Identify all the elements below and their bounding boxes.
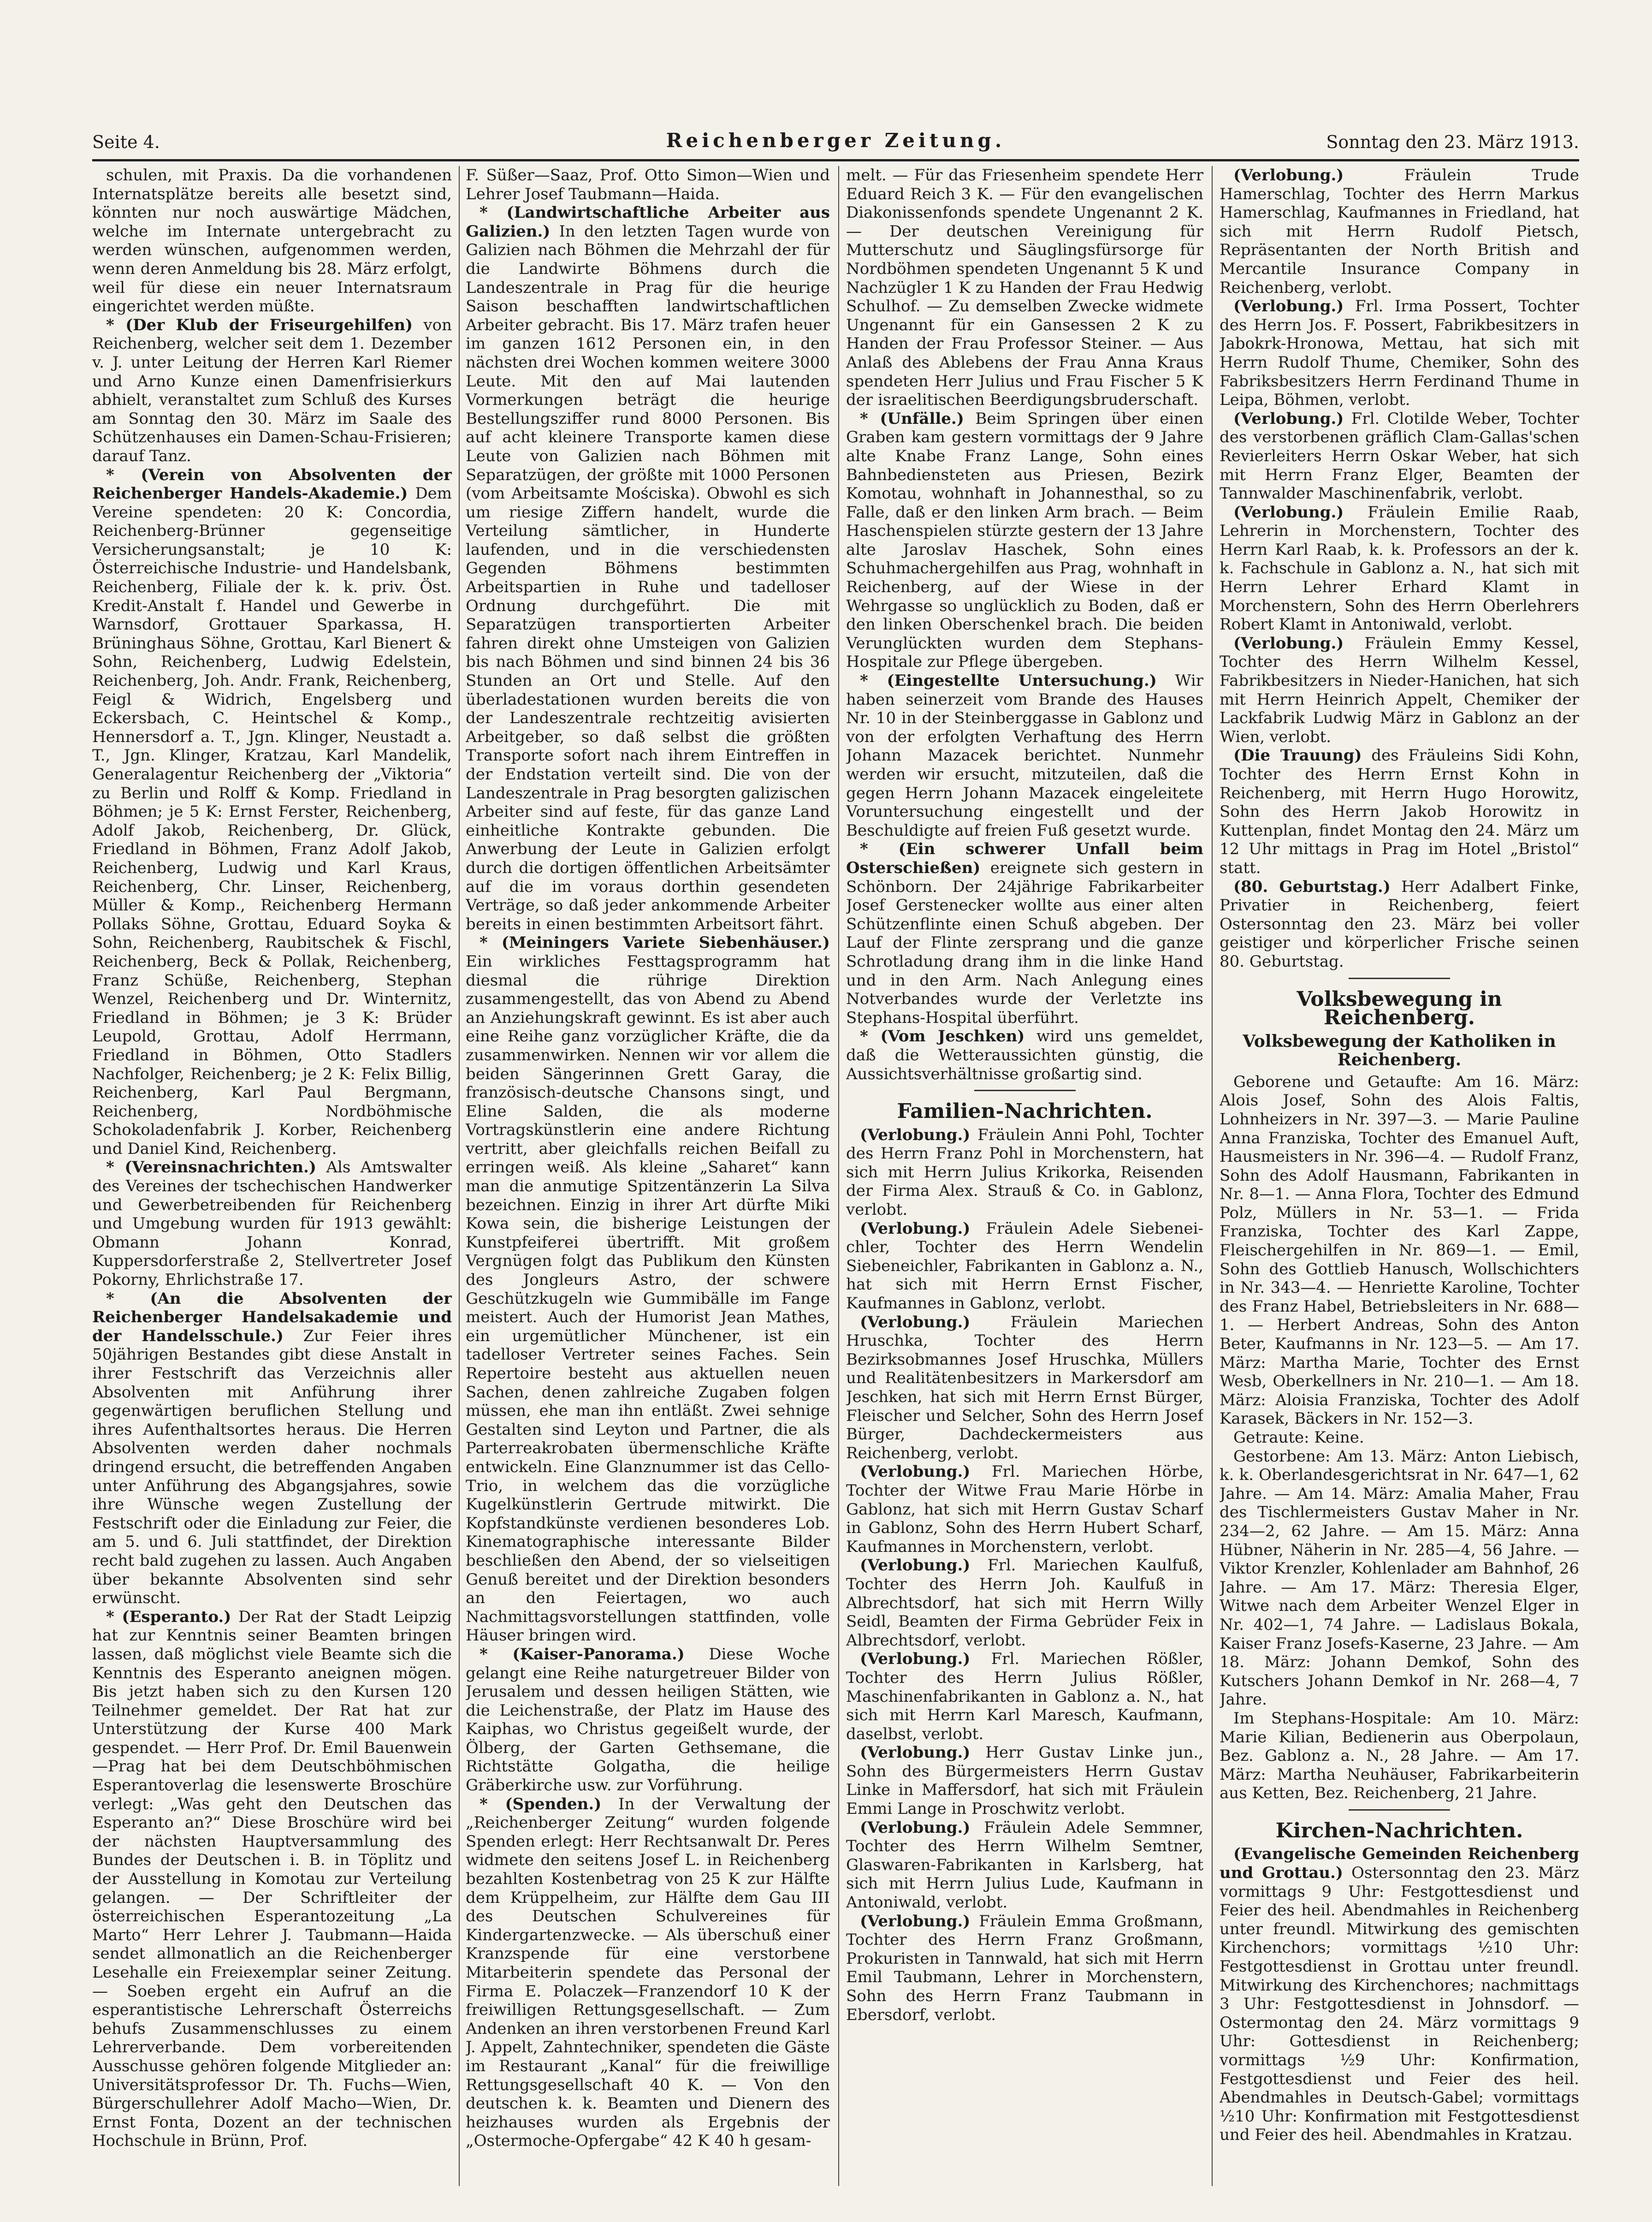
article-heading: (Verlobung.) xyxy=(860,1125,971,1144)
article-text: Diese Woche gelangt eine Reihe naturgetreuer Bilder von Jerusalem und dessen heiligen Stätten, wie die Leichenstraße, der Platz im Hause des Kaiphas, wo Christus gegeißelt wurde, der Ölberg, der Garten Gethsemane, die Richtstätte Golgatha, die heilige Gräberkirche usw. zur Vorführung. xyxy=(466,1645,830,1795)
article-text: Herr Gustav Linke jun., Sohn des Bürgermeisters Herrn Gustav Linke in Maffersdorf, hat sich mit Fräulein Emmi Lange in Proschwitz verlobt. xyxy=(846,1743,1203,1818)
column-2 xyxy=(466,166,830,2186)
article-heading: (80. Geburtstag.) xyxy=(1233,877,1391,896)
article-text: Frl. Clotilde Weber, Tochter des verstorbenen gräflich Clam-Gallas'schen Revierleiters Herrn Oskar Weber, hat sich mit Herrn Franz Elger, Beamten der Tannwalder Maschinenfabrik, verlobt. xyxy=(1220,409,1579,503)
article-heading: (Verlobung.) xyxy=(860,1313,971,1331)
article-text: F. Süßer—Saaz, Prof. Otto Simon—Wien und Lehrer Josef Taubmann—Haida. xyxy=(466,166,830,203)
article-paragraph xyxy=(466,1645,830,1795)
article-paragraph xyxy=(92,466,452,1159)
article-text: Frl. Irma Possert, Tochter des Herrn Jos. F. Possert, Fabrikbesitzers in Jabokrk-Hronowa, Mettau, hat sich mit Herrn Rudolf Thume, Chemiker, Sohn des Fabriksbesitzers Herrn Ferdinand Thume in Leipa, Böhmen, verlobt. xyxy=(1220,297,1579,410)
article-text: Frl. Mariechen Kaulfuß, Tochter des Herrn Joh. Kaulfuß in Albrechtsdorf, hat sich mit Herrn Willy Seidl, Beamten der Firma Gebrüder Feix in Albrechtsdorf, verlobt. xyxy=(846,1556,1203,1650)
column-1 xyxy=(92,166,452,2186)
article-paragraph xyxy=(1220,297,1579,410)
article-text: Fräulein Emmy Kessel, Tochter des Herrn Wilhelm Kessel, Fabrikbesitzers in Nieder-Hanichen, hat sich mit Herrn Heinrich Appelt, Chemiker der Lackfabrik Ludwig März in Gablonz an der Wien, verlobt. xyxy=(1220,634,1579,746)
article-text: Frl. Mariechen Hörbe, Tochter der Witwe Frau Marie Hörbe in Gablonz, hat sich mit Herrn Gustav Scharf in Gablonz, Sohn des Herrn Hubert Scharf, Kaufmannes in Morchenstern, verlobt. xyxy=(846,1462,1203,1556)
article-text: Beim Springen über einen Graben kam gestern vormittags der 9 Jahre alte Knabe Franz Lange, Sohn eines Bahnbediensteten aus Priesen, Bezirk Komotau, wohnhaft in Johannesthal, so zu Falle, daß er den linken Arm brach. — Beim Haschenspielen stürzte gestern der 13 Jahre alte Jaroslav Haschek, Sohn eines Schuhmachergehilfen aus Prag, wohnhaft in Reichenberg, auf der Wiese in der Wehrgasse so unglücklich zu Boden, daß er den linken Oberschenkel brach. Die beiden Verunglückten wurden dem Stephans-Hospitale zur Pflege übergeben. xyxy=(846,409,1203,671)
article-paragraph xyxy=(846,1219,1203,1313)
article-paragraph xyxy=(466,203,830,933)
article-heading: * (Landwirtschaftliche Arbeiter aus Galizien.) xyxy=(466,203,830,241)
issue-date: Sonntag den 23. März 1913. xyxy=(1326,132,1579,152)
article-heading: (Verlobung.) xyxy=(860,1743,971,1762)
article-text: Dem Vereine spendeten: 20 K: Concordia, Reichenberg-Brünner gegenseitige Versicherungsanstalt; je 10 K: Österreichische Industrie- und Handelsbank, Reichenberg, Filiale der k. k. priv. Öst. Kredit-Anstalt f. Handel und Gewerbe in Warnsdorf, Grottauer Sparkassa, H. Brüninghaus Söhne, Grottau, Karl Bienert & Sohn, Reichenberg, Ludwig Edelstein, Reichenberg, Joh. Andr. Frank, Reichenberg, Feigl & Widrich, Engelsberg und Eckersbach, C. Heintschel & Komp., Hennersdorf a. T., Jgn. Klinger, Neustadt a. T., Jgn. Klinger, Kratzau, Karl Mandelik, Generalagentur Reichenberg der „Viktoria“ zu Berlin und Rolff & Komp. Friedland in Böhmen; je 5 K: Ernst Ferster, Reichenberg, Adolf Jakob, Reichenberg, Dr. Glück, Friedland in Böhmen, Franz Adolf Jakob, Reichenberg, Ludwig und Karl Kraus, Reichenberg, Chr. Linser, Reichenberg, Müller & Komp., Reichenberg Hermann Pollaks Söhne, Grottau, Eduard Soyka & Sohn, Reichenberg, Raubitschek & Fischl, Reichenberg, Beck & Pollak, Reichenberg, Franz Schüße, Reichenberg, Stephan Wenzel, Reichenberg und Dr. Winternitz, Friedland in Böhmen; je 3 K: Brüder Leupold, Grottau, Adolf Herrmann, Friedland in Böhmen, Otto Stadlers Nachfolger, Reichenberg; je 2 K: Felix Billig, Reichenberg, Karl Paul Bergmann, Reichenberg, Nordböhmische Schokoladenfabrik J. Korber, Reichenberg und Daniel Kind, Reichenberg. xyxy=(92,484,452,1158)
article-text: Fräulein Adele Siebeneichler, Tochter des Herrn Wendelin Siebeneichler, Fabrikanten in Gablonz a. N., hat sich mit Herrn Ernst Fischer, Kaufmannes in Gablonz, verlobt. xyxy=(846,1219,1203,1313)
article-heading: (Verlobung.) xyxy=(1233,166,1344,184)
article-heading: * (Spenden.) xyxy=(480,1794,602,1813)
section-rule xyxy=(1349,1809,1450,1811)
article-text: Fräulein Mariechen Hruschka, Tochter des Herrn Bezirksobmannes Josef Hruschka, Müllers und Realitätenbesitzers in Markersdorf am Jeschken, hat sich mit Herrn Ernst Bürger, Fleischer und Selcher, Sohn des Herrn Josef Bürger, Dachdeckermeisters aus Reichenberg, verlobt. xyxy=(846,1313,1203,1462)
article-paragraph xyxy=(846,410,1203,671)
article-heading: (Evangelische Gemeinden Reichenberg und Grottau.) xyxy=(1220,1845,1579,1883)
article-paragraph xyxy=(846,840,1203,1027)
newspaper-title: Reichenberger Zeitung. xyxy=(666,129,1006,152)
article-heading: (Verlobung.) xyxy=(1233,634,1344,653)
article-paragraph xyxy=(846,1462,1203,1556)
article-text: wird uns gemeldet, daß die Wetteraussichten günstig, die Aussichtsverhältnisse großartig sind. xyxy=(846,1027,1203,1083)
article-heading: (Die Trauung) xyxy=(1233,746,1362,765)
page-header xyxy=(92,129,1579,157)
article-text: Als Amtswalter des Vereines der tschechischen Handwerker und Gewerbetreibenden für Reichenberg und Umgebung wurden für 1913 gewählt: Obmann Johann Konrad, Kuppersdorferstraße 2, Stellvertreter Josef Pokorny, Ehrlichstraße 17. xyxy=(92,1158,452,1289)
article-heading: (Verlobung.) xyxy=(860,1818,971,1837)
article-text: Fräulein Emilie Raab, Lehrerin in Morchenstern, Tochter des Herrn Karl Raab, k. k. Professors an der k. k. Fachschule in Gablonz a. N., hat sich mit Herrn Lehrer Erhard Klamt in Morchenstern, Sohn des Herrn Oberlehrers Robert Klamt in Antoniwald, verlobt. xyxy=(1220,503,1579,634)
column-divider xyxy=(838,166,839,2186)
article-heading: (Verlobung.) xyxy=(1233,409,1344,428)
article-text: von Reichenberg, welcher seit dem 1. Dezember v. J. unter Leitung der Herren Karl Riemer und Arno Kunze einen Damenfrisierkurs abhielt, veranstaltet zum Schluß des Kurses am Sonntag den 30. März im Saale des Schützenhauses ein Damen-Schau-Frisieren; darauf Tanz. xyxy=(92,315,452,465)
article-heading: (Verlobung.) xyxy=(860,1462,971,1481)
article-text: Fräulein Anni Pohl, Tochter des Herrn Franz Pohl in Morchenstern, hat sich mit Herrn Julius Krikorka, Reisenden der Firma Alex. Strauß & Co. in Gablonz, verlobt. xyxy=(846,1125,1203,1219)
article-paragraph xyxy=(466,933,830,1645)
article-paragraph xyxy=(846,1912,1203,2025)
article-paragraph xyxy=(92,1158,452,1289)
article-paragraph xyxy=(1220,166,1579,297)
column-divider xyxy=(459,166,460,2186)
article-paragraph xyxy=(92,1608,452,2151)
section-heading: Kirchen-Nachrichten. xyxy=(1275,1818,1523,1842)
article-heading: * (Meiningers Variete Siebenhäuser.) xyxy=(480,933,830,952)
article-text: Fräulein Adele Semmner, Tochter des Herrn Wilhelm Semtner, Glaswaren-Fabrikanten in Karlsberg, hat sich mit Herrn Julius Lude, Kaufmann in Antoniwald, verlobt. xyxy=(846,1818,1203,1912)
article-paragraph xyxy=(846,671,1203,840)
article-text: Fräulein Emma Großmann, Tochter des Herrn Franz Großmann, Prokuristen in Tannwald, hat sich mit Herrn Emil Taubmann, Lehrer in Morchenstern, Sohn des Herrn Franz Taubmann in Ebersdorf, verlobt. xyxy=(846,1912,1203,2024)
article-heading: * (Der Klub der Friseurgehilfen) xyxy=(106,315,413,334)
article-paragraph xyxy=(1220,1845,1579,2145)
article-text: Fräulein Trude Hamerschlag, Tochter des Herrn Markus Hamerschlag, Kaufmannes in Friedland, hat sich mit Herrn Rudolf Pietsch, Repräsentanten der North British and Mercantile Insurance Company in Reichenberg, verlobt. xyxy=(1220,166,1579,297)
article-text: Ostersonntag den 23. März vormittags 9 Uhr: Festgottesdienst und Feier des heil. Abendmahles in Reichenberg unter freundl. Mitwirkung des gemischten Kirchenchors; vormittags ½10 Uhr: Festgottesdienst in Grottau unter freundl. Mitwirkung des Kirchenchores; nachmittags 3 Uhr: Festgottesdienst in Johnsdorf. — Ostermontag den 24. März vormittags 9 Uhr: Gottesdienst in Reichenberg; vormittags ½9 Uhr: Konfirmation, Festgottesdienst und Feier des heil. Abendmahles in Deutsch-Gabel; vormittags ½10 Uhr: Konfirmation mit Festgottesdienst und Feier des heil. Abendmahles in Kratzau. xyxy=(1220,1864,1579,2145)
column-divider xyxy=(1212,166,1213,2186)
article-paragraph xyxy=(92,1289,452,1608)
article-paragraph xyxy=(846,1818,1203,1912)
article-heading: * (Unfälle.) xyxy=(860,409,964,428)
article-text: Geborene und Getaufte: Am 16. März: Alois Josef, Sohn des Alois Faltis, Lohnheizers in Nr. 397—3. — Marie Pauline Anna Franziska, Tochter des Emanuel Auft, Hausmeisters in Nr. 396—4. — Rudolf Franz, Sohn des Adolf Hausmann, Fabrikanten in Nr. 8—1. — Anna Flora, Tochter des Edmund Polz, Müllers in Nr. 53—1. — Frida Franziska, Tochter des Karl Zappe, Fleischergehilfen in Nr. 869—1. — Emil, Sohn des Gottlieb Hanusch, Wollschichters in Nr. 343—4. — Henriette Karoline, Tochter des Franz Habel, Betriebsleiters in Nr. 688—1. — Herbert Andreas, Sohn des Anton Beter, Kaufmanns in Nr. 123—5. — Am 17. März: Martha Marie, Tochter des Ernst Wesb, Oberkellners in Nr. 210—1. — Am 18. März: Aloisia Franziska, Tochter des Adolf Karasek, Bäckers in Nr. 152—3. xyxy=(1220,1072,1579,1428)
article-paragraph xyxy=(1220,503,1579,634)
section-heading: Familien-Nachrichten. xyxy=(897,1099,1153,1123)
article-text: des Fräuleins Sidi Kohn, Tochter des Herrn Ernst Kohn in Reichenberg, mit Herrn Hugo Horowitz, Sohn des Herrn Jakob Horowitz in Kuttenplan, findet Montag den 24. März um 12 Uhr mittags in Prag im Hotel „Bristol“ statt. xyxy=(1220,746,1579,877)
article-heading: * (Kaiser-Panorama.) xyxy=(480,1645,685,1664)
article-paragraph xyxy=(846,1126,1203,1219)
article-paragraph xyxy=(846,1027,1203,1083)
article-heading: * (Ein schwerer Unfall beim Osterschießen) xyxy=(846,840,1203,877)
article-paragraph xyxy=(1220,1073,1579,1428)
column-4 xyxy=(1220,166,1579,2186)
article-paragraph xyxy=(846,1650,1203,1743)
section-subheading: Volksbewegung der Katholiken in Reichenberg. xyxy=(1243,1031,1556,1069)
article-paragraph xyxy=(846,1556,1203,1650)
article-paragraph xyxy=(1220,634,1579,747)
article-paragraph xyxy=(1220,1447,1579,1709)
article-heading: (Verlobung.) xyxy=(860,1556,971,1575)
article-paragraph xyxy=(466,1795,830,2151)
article-text: Ein wirkliches Festtagsprogramm hat diesmal die rührige Direktion zusammengestellt, das von Abend zu Abend an Anziehungskraft gewinnt. Es ist aber auch eine Reihe ganz vorzüglicher Kräfte, die da zusammenwirken. Nennen wir vor allem die beiden Sängerinnen Grett Garay, die französisch-deutsche Chansons singt, und Eline Salden, die als moderne Vortragskünstlerin eine andere Richtung vertritt, aber gleichfalls reichen Beifall zu erringen weiß. Als kleine „Saharet“ kann man die anmutige Spitzentänzerin La Silva bezeichnen. Einzig in ihrer Art dürfte Miki Kowa sein, die bisherige Leistungen der Kunstpfeiferei übertrifft. Mit großem Vergnügen folgt das Publikum den Künsten des Jongleurs Astro, der schwere Geschützkugeln wie Gummibälle im Fange meistert. Auch der Humorist Jean Mathes, ein urgemütlicher Münchener, ist ein tadelloser Vertreter seines Faches. Sein Repertoire besteht aus aktuellen neuen Sachen, denen zahlreiche Zugaben folgen müssen, ehe man ihn entläßt. Zwei sehnige Gestalten sind Leyton und Partner, die als Parterreakrobaten übermenschliche Kräfte entwickeln. Eine Glanznummer ist das Cello-Trio, in welchem das die vorzügliche Kugelkünstlerin Gertrude mitwirkt. Die Kopfstandkünste verdienen besonderes Lob. Kinematographische interessante Bilder beschließen den Abend, der so vielseitigen Genuß bereitet und der Direktion besonders an den Feiertagen, wo auch Nachmittagsvorstellungen stattfinden, volle Häuser bringen wird. xyxy=(466,952,830,1645)
article-paragraph xyxy=(846,166,1203,410)
article-heading: * (Vereinsnachrichten.) xyxy=(106,1158,316,1177)
article-heading: (Verlobung.) xyxy=(1233,503,1344,522)
article-text: ereignete sich gestern in Schönborn. Der 24jährige Fabrikarbeiter Josef Gerstenecker wollte aus einer alten Schützenflinte einen Schuß abgeben. Der Lauf der Flinte zersprang und die ganze Schrotladung drang ihm in die linke Hand und in den Arm. Nach Anlegung eines Notverbandes wurde der Verletzte ins Stephans-Hospital überführt. xyxy=(846,858,1203,1027)
header-rule xyxy=(92,159,1579,161)
article-paragraph xyxy=(92,166,452,316)
article-paragraph xyxy=(92,316,452,466)
article-heading: (Verlobung.) xyxy=(860,1650,971,1669)
article-heading: * (Esperanto.) xyxy=(106,1607,231,1626)
article-paragraph xyxy=(846,1743,1203,1818)
article-text: Herr Adalbert Finke, Privatier in Reichenberg, feiert Ostersonntag den 23. März bei voller geistiger und körperlicher Frische seinen 80. Geburtstag. xyxy=(1220,877,1579,971)
article-text: melt. — Für das Friesenheim spendete Herr Eduard Reich 3 K. — Für den evangelischen Diakonissenfonds spendete Ungenannt 2 K. — Der deutschen Vereinigung für Mutterschutz und Säuglingsfürsorge für Nordböhmen spendeten Ungenannt 5 K und Nachzügler 1 K zu Handen der Frau Hedwig Schulhof. — Zu demselben Zwecke widmete Ungenannt für ein Gansessen 2 K zu Handen der Frau Professor Steiner. — Aus Anlaß des Ablebens der Frau Anna Kraus spendeten Herr Julius und Frau Fischer 5 K der israelitischen Beerdigungsbruderschaft. xyxy=(846,166,1203,410)
article-text: Wir haben seinerzeit vom Brande des Hauses Nr. 10 in der Steinberggasse in Gablonz und von der erfolgten Verhaftung des Herrn Johann Mazacek berichtet. Nunmehr werden wir ersucht, mitzuteilen, daß die gegen Herrn Johann Mazacek eingeleitete Voruntersuchung eingestellt und der Beschuldigte auf freien Fuß gesetzt wurde. xyxy=(846,671,1203,840)
article-paragraph xyxy=(1220,878,1579,971)
article-heading: * (Vom Jeschken) xyxy=(860,1027,1025,1046)
article-text: Der Rat der Stadt Leipzig hat zur Kenntnis seiner Beamten bringen lassen, daß möglichst viele Beamte sich die Kenntnis des Esperanto aneignen mögen. Bis jetzt haben sich zu den Kursen 120 Teilnehmer gemeldet. Der Rat hat zur Unterstützung der Kurse 400 Mark gespendet. — Herr Prof. Dr. Emil Bauenwein—Prag hat bei dem Deutschböhmischen Esperantoverlag die lesenswerte Broschüre verlegt: „Was geht den Deutschen das Esperanto an?“ Diese Broschüre wird bei der nächsten Hauptversammlung des Bundes der Deutschen i. B. in Töplitz und der Ausstellung in Komotau zur Verteilung gelangen. — Der Schriftleiter der österreichischen Esperantozeitung „La Marto“ Herr Lehrer J. Taubmann—Haida sendet allmonatlich an die Reichenberger Lesehalle ein Freiexemplar seiner Zeitung. — Soeben ergeht ein Aufruf an die esperantistische Lehrerschaft Österreichs behufs Zusammenschlusses zu einem Lehrerverbande. Dem vorbereitenden Ausschusse gehören folgende Mitglieder an: Universitätsprofessor Dr. Th. Fuchs—Wien, Bürgerschullehrer Adolf Macho—Wien, Dr. Ernst Fonta, Dozent an der technischen Hochschule in Brünn, Prof. xyxy=(92,1607,452,2151)
article-text: In den letzten Tagen wurde von Galizien nach Böhmen die Mehrzahl der für die Landwirte Böhmens durch die Landeszentrale in Prag für die heurige Saison beschafften landwirtschaftlichen Arbeiter gebracht. Bis 17. März trafen heuer im ganzen 1612 Personen ein, in den nächsten drei Wochen kommen weitere 3000 Leute. Mit den auf Mai lautenden Vormerkungen beträgt die heurige Bestellungsziffer rund 8000 Personen. Bis auf acht kleinere Transporte kamen diese Leute von Galizien nach Böhmen mit Separatzügen, der größte mit 1000 Personen (vom Arbeitsamte Mościska). Obwohl es sich um riesige Ziffern handelt, wurde die Verteilung sämtlicher, in Hunderte laufenden, und in die verschiedensten Gegenden Böhmens bestimmten Arbeitspartien in Ruhe und tadelloser Ordnung durchgeführt. Die mit Separatzügen transportierten Arbeiter fahren direkt ohne Umsteigen von Galizien bis nach Böhmen und sind binnen 24 bis 36 Stunden an Ort und Stelle. Auf den überladestationen wurden bereits die von der Landeszentrale rechtzeitig avisierten Arbeitgeber, so daß selbst die größten Transporte sofort nach ihrem Eintreffen in der Endstation verteilt sind. Die von der Landeszentrale in Prag besorgten galizischen Arbeiter sind auf feste, für das ganze Land einheitliche Kontrakte gebunden. Die Anwerbung der Leute in Galizien erfolgt durch die dortigen öffentlichen Arbeitsämter auf die im voraus dorthin gesendeten Verträge, so daß jeder ankommende Arbeiter bereits in einen bestimmten Arbeitsort fährt. xyxy=(466,222,830,933)
article-text: Im Stephans-Hospitale: Am 10. März: Marie Kilian, Bedienerin aus Oberpolaun, Bez. Gablonz a. N., 28 Jahre. — Am 17. März: Martha Neuhäuser, Fabrikarbeiterin aus Ketten, Bez. Reichenberg, 21 Jahre. xyxy=(1220,1709,1579,1803)
article-heading: (Verlobung.) xyxy=(860,1219,971,1238)
section-rule xyxy=(1349,978,1450,979)
article-text: Getraute: Keine. xyxy=(1233,1428,1364,1447)
article-text: schulen, mit Praxis. Da die vorhandenen Internatsplätze bereits alle besetzt sind, könnten nur noch auswärtige Mädchen, welche im Internate untergebracht zu werden wünschen, aufgenommen werden, wenn deren Anmeldung bis 28. März erfolgt, weil für diese ein neuer Internatsraum eingerichtet werden müßte. xyxy=(92,166,452,316)
article-text: Gestorbene: Am 13. März: Anton Liebisch, k. k. Oberlandesgerichtsrat in Nr. 647—1, 62 Jahre. — Am 14. März: Amalia Maher, Frau des Tischlermeisters Gustav Maher in Nr. 234—2, 62 Jahre. — Am 15. März: Anna Hübner, Näherin in Nr. 285—4, 56 Jahre. — Viktor Krenzler, Kohlenlader am Bahnhof, 26 Jahre. — Am 17. März: Theresia Elger, Witwe nach dem Arbeiter Wenzel Elger in Nr. 402—1, 74 Jahre. — Ladislaus Bokala, Kaiser Franz Josefs-Kaserne, 23 Jahre. — Am 18. März: Johann Demkof, Sohn des Kutschers Johann Demkof in Nr. 268—4, 7 Jahre. xyxy=(1220,1447,1579,1709)
article-paragraph xyxy=(1220,410,1579,503)
article-paragraph xyxy=(1220,1709,1579,1803)
page-number: Seite 4. xyxy=(92,132,160,152)
article-heading: * (An die Absolventen der Reichenberger Handelsakademie und der Handelsschule.) xyxy=(92,1289,452,1345)
article-heading: (Verlobung.) xyxy=(860,1912,971,1931)
article-paragraph xyxy=(466,166,830,203)
article-heading: * (Verein von Absolventen der Reichenberger Handels-Akademie.) xyxy=(92,465,452,503)
article-heading: (Verlobung.) xyxy=(1233,297,1344,316)
article-heading: * (Eingestellte Untersuchung.) xyxy=(860,671,1157,690)
section-heading: Volksbewegung in Reichenberg. xyxy=(1297,987,1502,1030)
article-paragraph xyxy=(1220,1428,1579,1447)
section-rule xyxy=(974,1090,1076,1091)
article-text: Frl. Mariechen Rößler, Tochter des Herrn Julius Rößler, Maschinenfabrikanten in Gablonz a. N., hat sich mit Herrn Karl Maresch, Kaufmann, daselbst, verlobt. xyxy=(846,1650,1203,1743)
article-paragraph xyxy=(1220,746,1579,877)
article-paragraph xyxy=(846,1313,1203,1463)
article-text: In der Verwaltung der „Reichenberger Zeitung“ wurden folgende Spenden erlegt: Herr Rechtsanwalt Dr. Peres widmete den seitens Josef L. in Reichenberg bezahlten Kostenbetrag von 25 K zur Hälfte dem Krüppelheim, zur Hälfte dem Gau III des Deutschen Schulvereines für Kindergartenzwecke. — Als überschuß einer Kranzspende für eine verstorbene Mitarbeiterin spendete das Personal der Firma E. Polaczek—Franzendorf 10 K der freiwilligen Rettungsgesellschaft. — Zum Andenken an ihren verstorbenen Freund Karl J. Appelt, Zahntechniker, spendeten die Gäste im Restaurant „Kanal“ für die freiwillige Rettungsgesellschaft 40 K. — Von den deutschen k. k. Beamten und Dienern des heizhauses wurden als Ergebnis der „Ostermoche-Opfergabe“ 42 K 40 h gesam- xyxy=(466,1794,830,2151)
article-text: Zur Feier ihres 50jährigen Bestandes gibt diese Anstalt in ihrer Festschrift das Verzeichnis aller Absolventen mit Anführung ihrer gegenwärtigen beruflichen Stellung und ihres Aufenthaltsortes heraus. Die Herren Absolventen werden daher nochmals dringend ersucht, die betreffenden Angaben unter Anführung des Abgangsjahres, sowie ihre Wünsche wegen Zustellung der Festschrift oder die Einladung zur Feier, die am 5. und 6. Juli stattfindet, der Direktion recht bald zugehen zu lassen. Auch Angaben über bekannte Absolventen sind sehr erwünscht. xyxy=(92,1326,452,1608)
column-3 xyxy=(846,166,1203,2186)
